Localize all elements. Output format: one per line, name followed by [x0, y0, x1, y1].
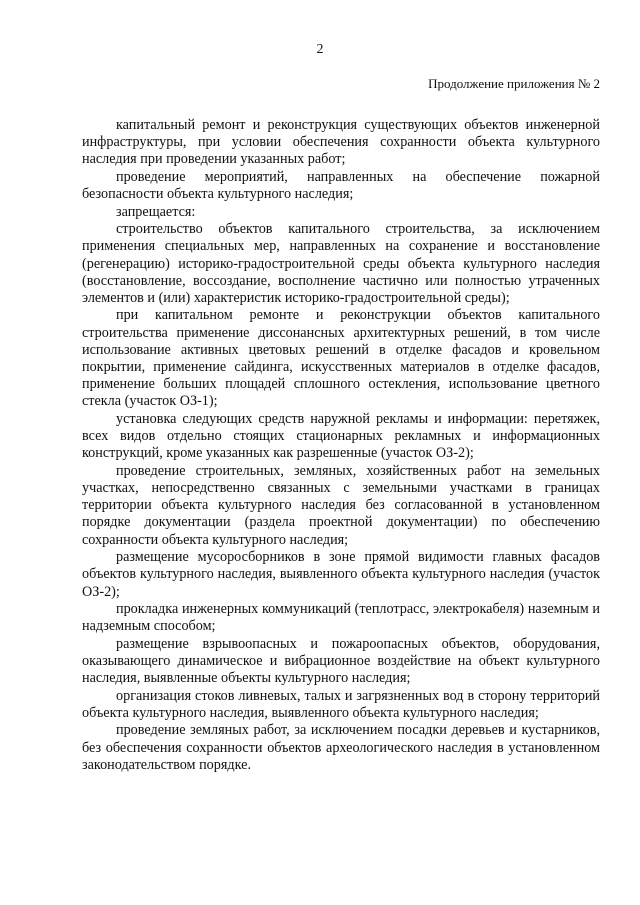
paragraph: прокладка инженерных коммуникаций (теплотрасс, электрокабеля) наземным и надземным способом;	[82, 601, 600, 635]
paragraph: при капитальном ремонте и реконструкции объектов капитального строительства применение диссонансных архитектурных решений, в том числе использование активных цветовых решений в отделке фасадов и кровельном покрытии, применение сайдинга, искусственных материалов в отделке фасадов, применение больших площадей сплошного остекления, использование цветного стекла (участок ОЗ-1);	[82, 307, 600, 410]
appendix-continuation-header: Продолжение приложения № 2	[428, 76, 600, 91]
paragraph: проведение земляных работ, за исключением посадки деревьев и кустарников, без обеспечения сохранности объектов археологического наследия в установленном законодательством порядке.	[82, 722, 600, 773]
paragraph: организация стоков ливневых, талых и загрязненных вод в сторону территорий объекта культурного наследия, выявленного объекта культурного наследия;	[82, 687, 600, 721]
paragraph: капитальный ремонт и реконструкция существующих объектов инженерной инфраструктуры, при условии обеспечения сохранности объекта культурного наследия при проведении указанных работ;	[82, 117, 600, 168]
paragraph: установка следующих средств наружной рекламы и информации: перетяжек, всех видов отдельно стоящих стационарных рекламных и информационных конструкций, кроме указанных как разрешенные (участок ОЗ-2);	[82, 410, 600, 462]
paragraph: запрещается:	[116, 203, 196, 220]
page-number: 2	[316, 42, 324, 57]
document-body	[82, 117, 600, 774]
paragraph: проведение строительных, земляных, хозяйственных работ на земельных участках, непосредственно связанных с земельными участками в границах территории объекта культурного наследия без согласованной в установленном порядке документации (раздела проектной документации) по обеспечению сохранности объекта культурного наследия;	[82, 462, 600, 548]
paragraph: проведение мероприятий, направленных на обеспечение пожарной безопасности объекта культурного наследия;	[82, 168, 600, 203]
paragraph: размещение взрывоопасных и пожароопасных объектов, оборудования, оказывающего динамическое и вибрационное воздействие на объект культурного наследия, выявленные объекты культурного наследия;	[82, 635, 600, 687]
paragraph: размещение мусоросборников в зоне прямой видимости главных фасадов объектов культурного наследия, выявленного объекта культурного наследия (участок ОЗ-2);	[82, 549, 600, 600]
paragraph: строительство объектов капитального строительства, за исключением применения специальных мер, направленных на сохранение и восстановление (регенерацию) историко-градостроительной среды объекта культурного наследия (восстановление, воссоздание, восполнение частично или полностью утраченных элементов и (или) характеристик историко-градостроительной среды);	[82, 221, 600, 306]
